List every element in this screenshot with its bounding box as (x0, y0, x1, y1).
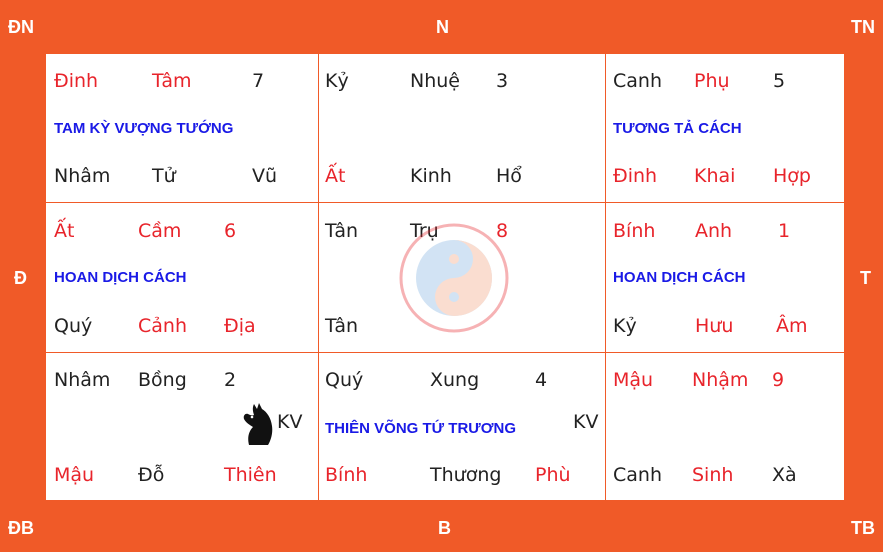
cell-pattern-label: HOAN DỊCH CÁCH (54, 269, 187, 286)
cell-star: Phụ (694, 70, 730, 92)
cell-pattern-label: TƯƠNG TẢ CÁCH (613, 120, 742, 137)
cell-earth-stem: Kỷ (613, 315, 637, 337)
cell-earth-stem: Bính (325, 464, 368, 486)
cell-earth-stem: Nhâm (54, 165, 111, 187)
cell-earth-stem: Ất (325, 165, 346, 187)
cell-pattern-label: TAM KỲ VƯỢNG TƯỚNG (54, 120, 234, 137)
cell-number: 2 (224, 369, 237, 391)
cell-star: Trụ (410, 220, 439, 242)
cell-stem: Đinh (54, 70, 99, 92)
cell-deity: Âm (776, 315, 808, 337)
cell-door: Cảnh (138, 315, 187, 337)
watermark-logo (398, 222, 510, 334)
cell-number: 1 (778, 220, 791, 242)
cell-deity: Địa (224, 315, 256, 337)
cell-stem: Ất (54, 220, 75, 242)
direction-northeast: TN (851, 17, 875, 37)
cell-star: Nhuệ (410, 70, 460, 92)
cell-stem: Tân (325, 220, 359, 242)
cell-number: 4 (535, 369, 548, 391)
void-marker: KV (573, 411, 599, 433)
cell-number: 7 (252, 70, 265, 92)
void-marker: KV (277, 411, 303, 433)
cell-number: 3 (496, 70, 509, 92)
cell-door: Tử (152, 165, 176, 187)
horse-icon (241, 401, 275, 447)
cell-stem: Quý (325, 369, 364, 391)
cell-stem: Nhâm (54, 369, 111, 391)
cell-deity: Phù (535, 464, 571, 486)
palace-cell-southeast[interactable] (46, 54, 318, 202)
direction-east: T (860, 268, 871, 288)
cell-number: 9 (772, 369, 785, 391)
cell-number: 5 (773, 70, 786, 92)
cell-door: Sinh (692, 464, 734, 486)
cell-door: Hưu (695, 315, 734, 337)
cell-star: Anh (695, 220, 733, 242)
cell-star: Cầm (138, 220, 182, 242)
cell-star: Tâm (152, 70, 192, 92)
palace-cell-northeast[interactable] (46, 353, 318, 500)
cell-deity: Hổ (496, 165, 522, 187)
palace-cell-west[interactable] (606, 203, 846, 352)
direction-south: B (438, 518, 451, 538)
cell-pattern-label: THIÊN VÕNG TỨ TRƯƠNG (325, 420, 517, 437)
cell-earth-stem: Canh (613, 464, 662, 486)
cell-deity: Thiên (224, 464, 277, 486)
direction-west: Đ (14, 268, 27, 288)
direction-southeast: TB (851, 518, 875, 538)
cell-pattern-label: HOAN DỊCH CÁCH (613, 269, 746, 286)
direction-north: N (436, 17, 449, 37)
cell-star: Nhậm (692, 369, 749, 391)
direction-northwest: ĐN (8, 17, 34, 37)
palace-cell-south[interactable] (319, 54, 605, 202)
direction-southwest: ĐB (8, 518, 34, 538)
cell-door: Kinh (410, 165, 452, 187)
cell-deity: Vũ (252, 165, 278, 187)
palace-cell-northwest[interactable] (606, 353, 846, 500)
cell-earth-stem: Mậu (54, 464, 95, 486)
cell-star: Bồng (138, 369, 187, 391)
cell-deity: Hợp (773, 165, 811, 187)
cell-earth-stem: Tân (325, 315, 359, 337)
cell-deity: Xà (772, 464, 797, 486)
palace-cell-north[interactable] (319, 353, 605, 500)
cell-stem: Bính (613, 220, 656, 242)
cell-door: Thương (430, 464, 502, 486)
cell-number: 8 (496, 220, 509, 242)
cell-door: Khai (694, 165, 736, 187)
cell-number: 6 (224, 220, 237, 242)
cell-stem: Kỷ (325, 70, 349, 92)
cell-star: Xung (430, 369, 480, 391)
palace-cell-southwest[interactable] (606, 54, 846, 202)
cell-earth-stem: Đinh (613, 165, 658, 187)
cell-door: Đỗ (138, 464, 165, 486)
palace-cell-east[interactable] (46, 203, 318, 352)
cell-stem: Mậu (613, 369, 654, 391)
cell-earth-stem: Quý (54, 315, 93, 337)
cell-stem: Canh (613, 70, 662, 92)
